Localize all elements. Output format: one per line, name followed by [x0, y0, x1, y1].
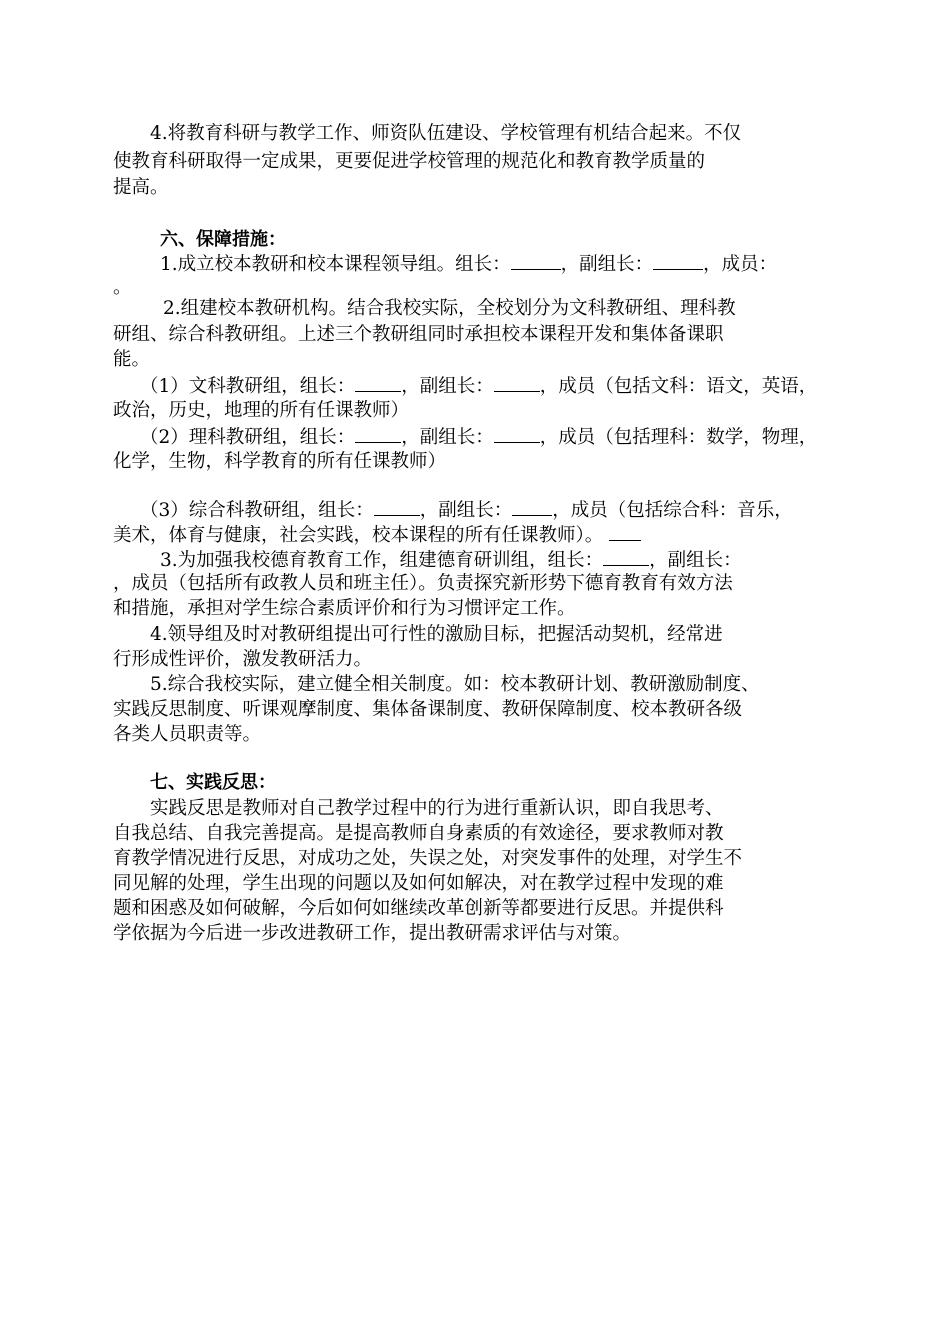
- item1-line-2: 。: [113, 277, 132, 298]
- item3-text-b: ，副组长：: [649, 550, 742, 571]
- sub3-text-b: ，副组长：: [419, 500, 513, 521]
- sub3-line-2: [113, 522, 641, 548]
- sub2-leader-blank: [355, 424, 401, 443]
- sub3-line-1: [140, 497, 793, 523]
- item1-line-1: [160, 251, 777, 277]
- sub2-line-1: [140, 424, 817, 450]
- section-7-heading: 七、实践反思：: [150, 772, 276, 793]
- section-6-heading: 六、保障措施：: [160, 229, 286, 250]
- sub3-deputy-blank: [512, 497, 552, 516]
- sub3-text-c: ，成员（包括综合科：音乐，: [552, 500, 793, 521]
- para4-line-2: 使教育科研取得一定成果，更要促进学校管理的规范化和教育教学质量的: [113, 151, 706, 172]
- item3-leader-blank: [603, 547, 649, 566]
- sub1-text-c: ，成员（包括文科：语文，英语，: [539, 376, 818, 397]
- sub3-leader-blank: [374, 497, 420, 516]
- item4-line-1: 4.领导组及时对教研组提出可行性的激励目标，把握活动契机，经常进: [150, 624, 723, 645]
- item3-line-2: ，成员（包括所有政教人员和班主任）。负责探究新形势下德育教育有效方法: [113, 573, 733, 594]
- item3-line-3: 和措施，承担对学生综合素质评价和行为习惯评定工作。: [113, 598, 576, 619]
- sub1-line-2: 政治，历史，地理的所有任课教师）: [113, 400, 410, 421]
- sub1-line-1: [140, 373, 817, 399]
- item4-line-2: 行形成性评价，激发教研活力。: [113, 649, 373, 670]
- item1-text-b: ，副组长：: [560, 254, 654, 275]
- item2-line-2: 研组、综合科教研组。上述三个教研组同时承担校本课程开发和集体备课职: [113, 324, 724, 345]
- sub2-line-2: 化学，生物，科学教育的所有任课教师）: [113, 451, 447, 472]
- sub2-deputy-blank: [494, 424, 540, 443]
- section7-line-1: 实践反思是教师对自己教学过程中的行为进行重新认识，即自我思考、: [150, 798, 724, 819]
- leader-blank: [511, 251, 561, 270]
- section7-line-6: 学依据为今后进一步改进教研工作，提出教研需求评估与对策。: [113, 923, 632, 944]
- sub3-trailing-blank: [609, 522, 641, 541]
- item2-line-3: 能。: [113, 349, 151, 370]
- item3-text-a: 3.为加强我校德育教育工作，组建德育研训组，组长：: [160, 550, 604, 571]
- para4-line-1: 4.将教育科研与教学工作、师资队伍建设、学校管理有机结合起来。不仅: [150, 123, 742, 144]
- sub2-text-a: （2）理科教研组，组长：: [140, 427, 356, 448]
- item1-text-c: ，成员：: [703, 254, 778, 275]
- section7-line-2: 自我总结、自我完善提高。是提高教师自身素质的有效途径，要求教师对教: [113, 823, 724, 844]
- item5-line-3: 各类人员职责等。: [113, 724, 262, 745]
- item2-line-1: 2.组建校本教研机构。结合我校实际，全校划分为文科教研组、理科教: [163, 298, 736, 319]
- sub3-line2-text: 美术，体育与健康，社会实践，校本课程的所有任课教师）。: [113, 525, 604, 546]
- item5-line-1: 5.综合我校实际，建立健全相关制度。如：校本教研计划、教研激励制度、: [150, 674, 760, 695]
- item1-text-a: 1.成立校本教研和校本课程领导组。组长：: [160, 254, 511, 275]
- sub3-text-a: （3）综合科教研组，组长：: [140, 500, 374, 521]
- sub1-text-a: （1）文科教研组，组长：: [140, 376, 356, 397]
- item3-line-1: [160, 547, 742, 573]
- section7-line-5: 题和困惑及如何破解，今后如何如继续改革创新等都要进行反思。并提供科: [113, 898, 724, 919]
- sub1-leader-blank: [355, 373, 401, 392]
- section7-line-3: 育教学情况进行反思，对成功之处，失误之处，对突发事件的处理，对学生不: [113, 848, 743, 869]
- sub2-text-c: ，成员（包括理科：数学，物理，: [539, 427, 818, 448]
- sub1-deputy-blank: [494, 373, 540, 392]
- section7-line-4: 同见解的处理，学生出现的问题以及如何如解决，对在教学过程中发现的难: [113, 873, 724, 894]
- sub2-text-b: ，副组长：: [401, 427, 494, 448]
- item5-line-2: 实践反思制度、听课观摩制度、集体备课制度、教研保障制度、校本教研各级: [113, 699, 743, 720]
- deputy-blank: [653, 251, 703, 270]
- para4-line-3: 提高。: [113, 177, 169, 198]
- sub1-text-b: ，副组长：: [401, 376, 494, 397]
